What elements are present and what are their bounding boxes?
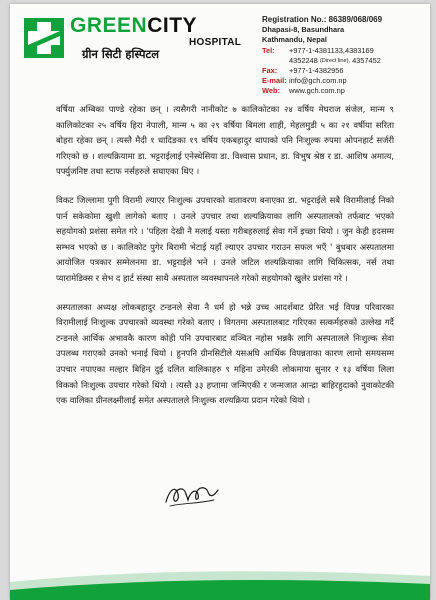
web-label: Web: bbox=[262, 86, 280, 96]
telephone-row bbox=[262, 46, 382, 56]
brand-name-city: CITY bbox=[147, 14, 198, 37]
fax-value: +977-1-4382956 bbox=[289, 66, 344, 76]
address-line-1: Dhapasi-8, Basundhara bbox=[262, 25, 345, 35]
telephone-value-3: 4357452 bbox=[352, 55, 381, 65]
handwritten-signature bbox=[162, 480, 222, 510]
brand-name-hospital: HOSPITAL bbox=[189, 37, 242, 48]
email-value[interactable]: info@gch.com.np bbox=[289, 76, 347, 86]
hospital-logo-icon bbox=[24, 18, 64, 58]
brand-name-nepali: ग्रीन सिटी हस्पिटल bbox=[82, 47, 160, 61]
web-value[interactable]: www.gch.com.np bbox=[289, 86, 345, 96]
email-row bbox=[262, 76, 382, 86]
paragraph-1: वर्षिया अम्बिका पाण्डे रहेका छन् । त्यसैगरी नानीकोट ७ कालिकोटका २४ वर्षिय मेघराज संजेल, मान्म ९ कालिकोटका २५ वर्षिय हिरा नेपाली, मान्म ५ का २९ वर्षिया बिमला शाही, मेहलमुडी ५ का २१ वर्षीया सरिता बोहरा रहेका छन् । त्यस्तै मैदी १ धादिङका १९ वर्षिय एकबहादुर थापाको पनि निःशुल्क रुपमा ओपनहार्ट सर्जरी गरिएको छ । शल्यक्रियामा डा. भट्टराईलाई एनेस्थेसिया डा. विश्वास प्रधान, डा. विभुष श्रेष्ठ र डा. आशिष अमात्य, पर्फ्युजनिष्ट तथा स्टाफ नर्सहरुले सघाएका थिए । bbox=[56, 104, 394, 177]
brand-name-green: GREEN bbox=[70, 14, 148, 37]
telephone-label: Tel: bbox=[262, 45, 275, 55]
contact-info bbox=[262, 15, 382, 97]
letter-page bbox=[10, 4, 430, 600]
footer-decoration bbox=[10, 560, 430, 600]
web-row bbox=[262, 86, 382, 96]
registration-number: Registration No.: 86389/068/069 bbox=[262, 15, 383, 24]
email-label: E-mail: bbox=[262, 76, 287, 86]
fax-label: Fax: bbox=[262, 66, 278, 76]
telephone-direct-note: (Direct line), bbox=[319, 57, 350, 64]
paragraph-3: अस्पतालका अध्यक्ष लोकबहादुर टन्डनले सेवा नै धर्म हो भन्ने उच्च आदर्शबाट प्रेरित भई विपन्न परिवारका विरामीलाई निःशुल्क उपचारको व्यवस्था गरेको बताए । विगतमा अस्पतालबाट गरिएका सत्कर्महरुको उल्लेख गर्दै टन्डनले आर्थिक अभावकै कारण कोही पनि उपचारबाट वञ्चित नहोस भन्नकै लागि अस्पतालले निःशुल्क सेवा उपलब्ध गराएको उनको भनाई थियो । हुनपनि ग्रीनसिटीले यसअघि आर्थिक विपन्नताका कारण लामो समयसम्म उपचार नपाएका मल्हार बिहिन दुई दलित वालिकाहरु ९ महिना उमेरकी लोकमाया सुनार र १३ वर्षिया लिला विकको निःशुल्क उपचार गरेको थियो । त्यस्तै ३३ हप्तामा जन्मिएकी र जन्मजात आन्द्रा बाहिरहुदाको नुवाकोटकी एक वालिका ग्रीनलक्ष्मीलाई समेत अस्पतालले निःशुल्क शल्यक्रिया प्रदान गरेको थियो । bbox=[56, 301, 394, 406]
paragraph-2: विकट जिल्लामा पुगी विरामी ल्याएर निःशुल्क उपचारको वातावरण बनाएका डा. भट्टराईले सबै विरामीलाई निको पार्न सकेकोमा खुशी लागेको बताए । उनले उपचार तथा शल्यक्रियाका लागि अस्पतालको तर्फबाट भएको सहयोगको प्रशंसा समेत गरे । 'पहिला देखी नै मलाई यस्ता गरीबहरुलाई सेवा गर्ने इच्छा थियो । जुन केही हदसम्म सम्भव भएको छ । कालिकोट पुगेर बिरामी भेटाई यहाँ ल्याएर उपचार गराउन सफल भएँ ' बुधबार अस्पतालमा आयोजित पत्रकार सम्मेलनमा डा. भट्टराईले भने । उनले जटिल शल्यक्रियाका लागि चिकित्सक, नर्स तथा प्यारामेडिक्स र सेभ द हार्ट संस्था साथै अस्पताल व्यवस्थापनले गरेको सहयोगको खुलेर प्रशंसा गरे । bbox=[56, 194, 394, 283]
telephone-row-2 bbox=[262, 56, 382, 66]
address-line-2: Kathmandu, Nepal bbox=[262, 35, 327, 45]
letter-body bbox=[56, 102, 394, 422]
telephone-value-2: 4352248 bbox=[289, 55, 318, 65]
fax-row bbox=[262, 66, 382, 76]
hospital-brand bbox=[70, 14, 242, 61]
telephone-value: +977-1-4381133,4383169 bbox=[289, 45, 374, 55]
